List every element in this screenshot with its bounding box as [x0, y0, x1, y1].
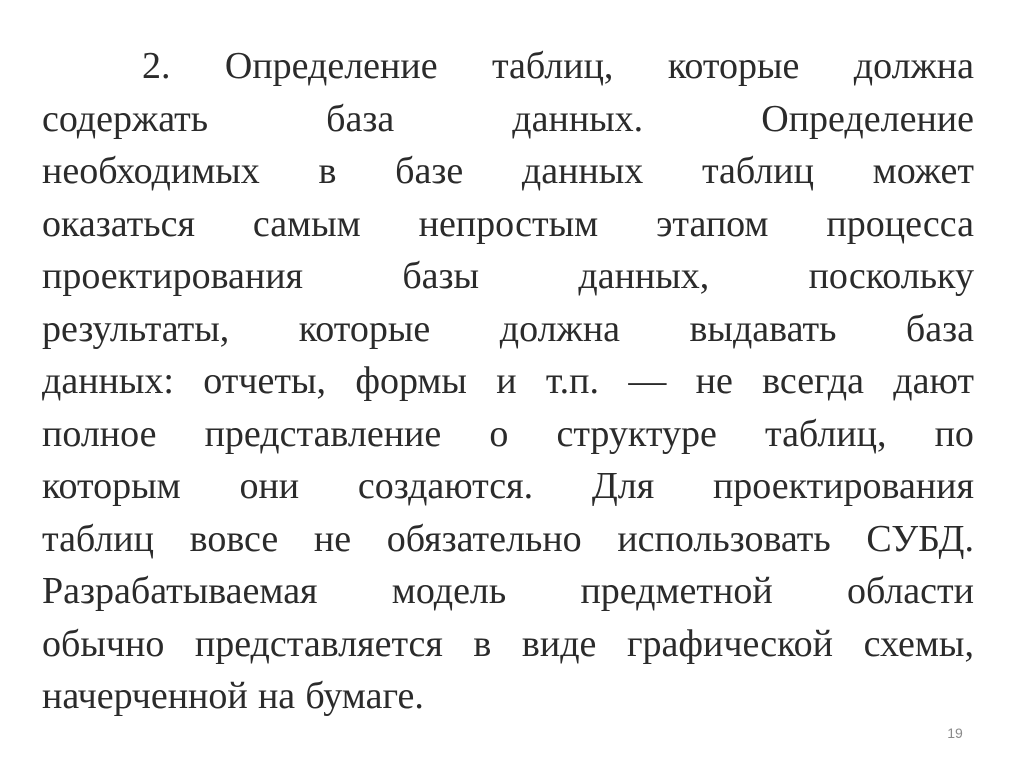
page-number: 19: [947, 725, 963, 741]
word: графической: [626, 622, 834, 665]
text-line: [42, 355, 974, 408]
word: схемы,: [863, 622, 974, 665]
word: виде: [521, 622, 597, 665]
word: не: [695, 360, 733, 402]
word: они: [239, 465, 300, 507]
word: и: [496, 360, 517, 402]
word: полное: [42, 412, 157, 455]
word: Определение: [761, 97, 974, 140]
word: создаются.: [357, 465, 534, 507]
word: не: [313, 517, 352, 560]
text-line: [42, 565, 974, 618]
word: в: [318, 150, 337, 192]
word: данных,: [578, 255, 710, 297]
word: начерченной: [42, 675, 248, 717]
word: база: [905, 307, 974, 350]
word: по: [934, 412, 974, 455]
word: данных:: [42, 360, 174, 402]
word: о: [489, 412, 509, 455]
text-line: [42, 670, 974, 723]
word: модель: [391, 570, 507, 612]
word: проектирования: [42, 255, 304, 297]
word: базы: [402, 255, 480, 297]
word: поскольку: [808, 255, 974, 297]
word: т.п.: [545, 360, 600, 402]
word: использовать: [617, 517, 831, 560]
word: дают: [893, 360, 974, 402]
word: выдавать: [689, 307, 837, 350]
word: отчеты,: [203, 360, 327, 402]
word: может: [872, 150, 974, 192]
text-line: [42, 460, 974, 513]
word: этапом: [656, 202, 769, 245]
word: должна: [499, 307, 621, 350]
word: Для: [591, 465, 655, 507]
word: бумаге.: [305, 675, 424, 717]
word: непростым: [418, 202, 599, 245]
word: на: [257, 675, 296, 717]
word: таблиц,: [765, 412, 887, 455]
word: таблиц: [701, 150, 814, 192]
word: данных: [521, 150, 644, 192]
word: СУБД.: [866, 517, 974, 560]
word: которые: [667, 45, 800, 87]
word: обычно: [42, 622, 165, 665]
text-line: [42, 198, 974, 251]
text-line: [42, 93, 974, 146]
word: предметной: [580, 570, 773, 612]
text-line: [42, 40, 974, 93]
word: структуре: [556, 412, 717, 455]
word: должна: [853, 45, 974, 87]
word: которым: [42, 465, 181, 507]
word: в: [473, 622, 492, 665]
word: оказаться: [42, 202, 195, 245]
text-line: [42, 408, 974, 461]
word: таблиц: [42, 517, 154, 560]
text-line: [42, 618, 974, 671]
text-line: [42, 303, 974, 356]
word: база: [326, 97, 395, 140]
word: которые: [298, 307, 431, 350]
word: представление: [204, 412, 442, 455]
word: обязательно: [386, 517, 582, 560]
body-text: [42, 40, 974, 723]
text-line: [42, 513, 974, 566]
word: процесса: [826, 202, 974, 245]
word: 2.: [142, 45, 171, 87]
word: содержать: [42, 97, 209, 140]
word: формы: [355, 360, 467, 402]
text-line: [42, 250, 974, 303]
word: Разрабатываемая: [42, 570, 318, 612]
word: представляется: [194, 622, 443, 665]
word: самым: [252, 202, 361, 245]
word: —: [628, 360, 667, 402]
word: данных.: [512, 97, 644, 140]
text-line: [42, 145, 974, 198]
word: результаты,: [42, 307, 230, 350]
word: вовсе: [189, 517, 279, 560]
word: проектирования: [712, 465, 974, 507]
word: необходимых: [42, 150, 260, 192]
word: всегда: [762, 360, 864, 402]
word: базе: [395, 150, 464, 192]
word: области: [846, 570, 974, 612]
word: Определение: [224, 45, 438, 87]
word: таблиц,: [491, 45, 614, 87]
